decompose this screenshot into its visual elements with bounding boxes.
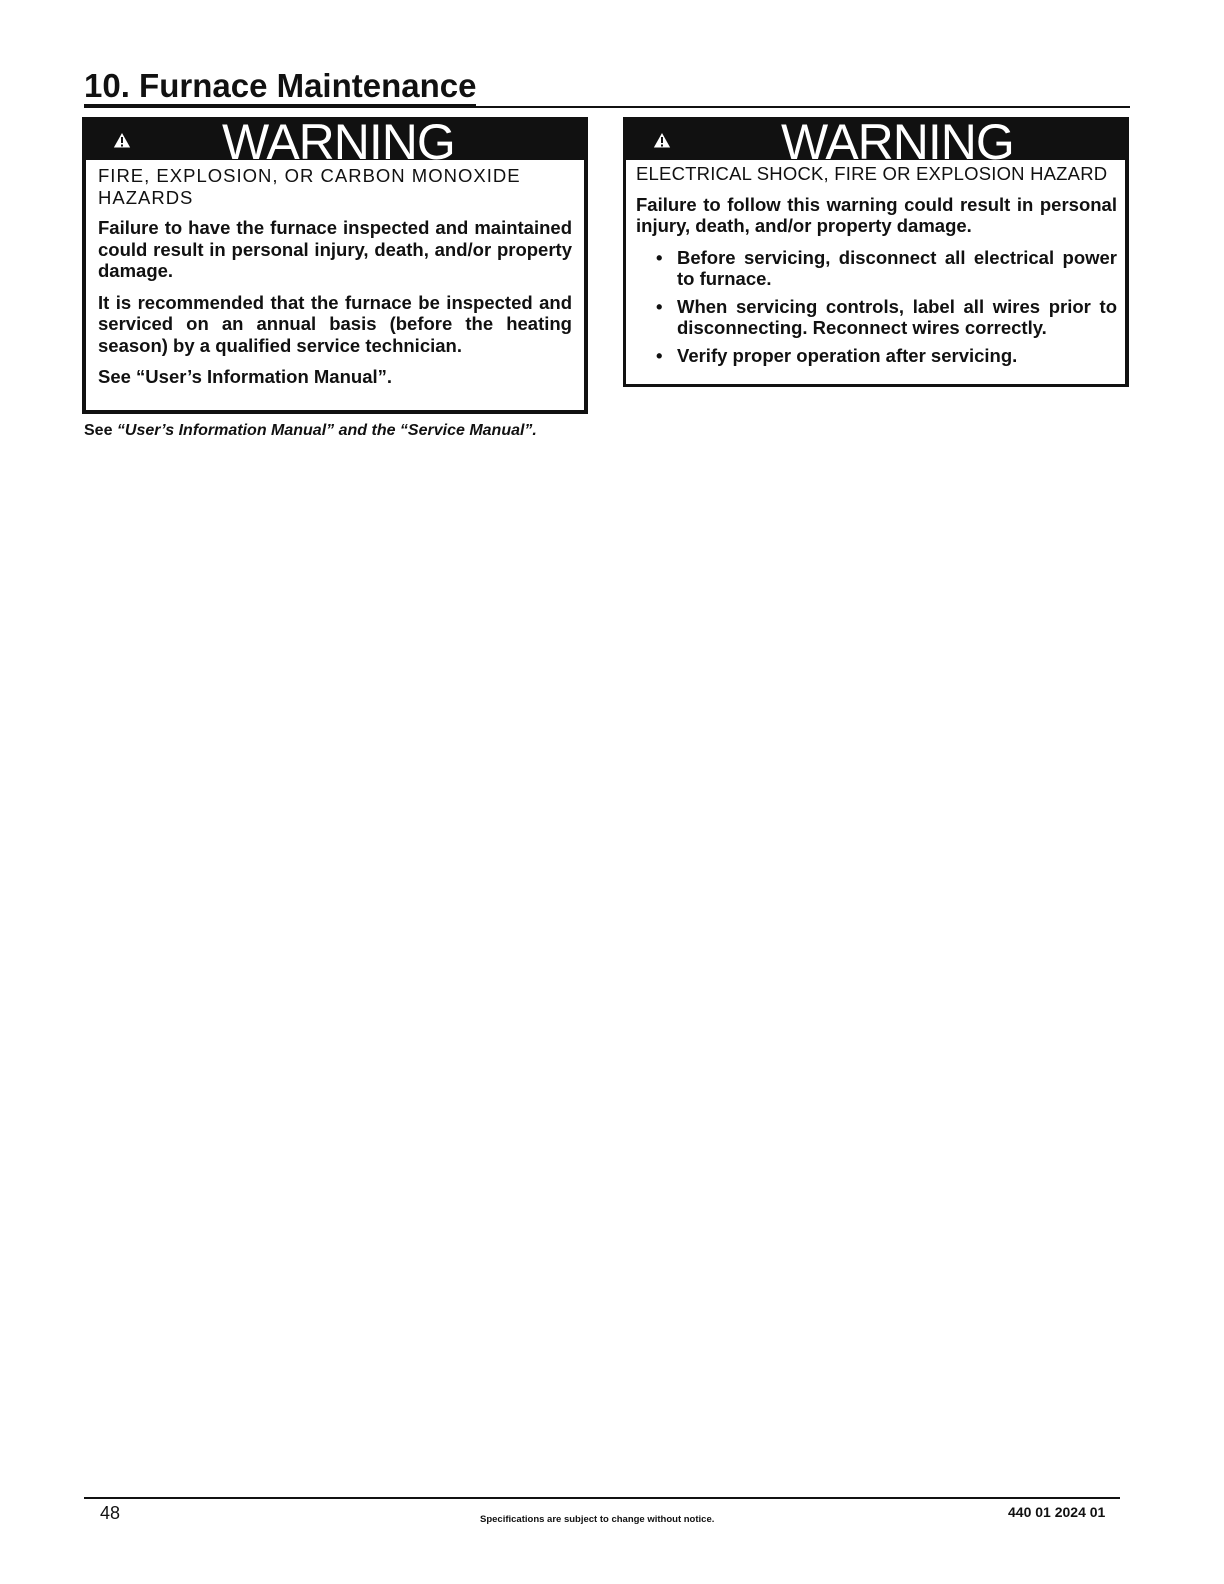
footer-divider (84, 1497, 1120, 1499)
bullet-text: Verify proper operation after servicing. (677, 344, 1018, 366)
document-code: 440 01 2024 01 (1008, 1504, 1106, 1520)
warning-label: WARNING (222, 114, 455, 170)
warning-header (86, 114, 584, 170)
see-note-text: “User’s Information Manual” and the “Service Manual”. (116, 422, 537, 439)
warning-box-fire-co (82, 114, 588, 414)
warning-header (626, 114, 1125, 170)
section-title: 10. Furnace Maintenance (84, 67, 477, 104)
warning-triangle-icon (112, 131, 132, 149)
bullet-icon: • (656, 344, 663, 366)
warning-label: WARNING (781, 114, 1014, 170)
warning-paragraph: See “User’s Information Manual”. (98, 366, 393, 387)
bullet-icon: • (656, 246, 663, 268)
bullet-text: Before servicing, disconnect all electrical power to furnace. (677, 246, 1117, 289)
bullet-icon: • (656, 295, 663, 317)
warning-box-electrical (623, 114, 1129, 387)
hazard-title: ELECTRICAL SHOCK, FIRE OR EXPLOSION HAZARD (636, 163, 1108, 184)
warning-paragraph: Failure to have the furnace inspected and maintained could result in personal injury, death, and/or property damage. (98, 217, 572, 281)
see-manuals-note (84, 421, 537, 441)
list-item (636, 296, 1117, 339)
footer-disclaimer: Specifications are subject to change without notice. (480, 1514, 715, 1525)
warning-triangle-icon (652, 131, 672, 149)
warning-body (626, 160, 1125, 366)
page-title (84, 66, 1130, 108)
warning-body (86, 160, 584, 388)
list-item (636, 345, 1117, 367)
bullet-text: When servicing controls, label all wires prior to disconnecting. Reconnect wires correctly. (677, 295, 1117, 338)
see-note-prefix: See (84, 422, 113, 439)
page-number: 48 (100, 1503, 121, 1523)
list-item (636, 247, 1117, 290)
warning-paragraph: Failure to follow this warning could result in personal injury, death, and/or property damage. (636, 193, 1117, 236)
warning-bullet-list (636, 247, 1117, 367)
warning-paragraph: It is recommended that the furnace be inspected and serviced on an annual basis (before the heating season) by a qualified service technician. (98, 291, 572, 356)
hazard-title: FIRE, EXPLOSION, OR CARBON MONOXIDE HAZARDS (98, 165, 521, 208)
